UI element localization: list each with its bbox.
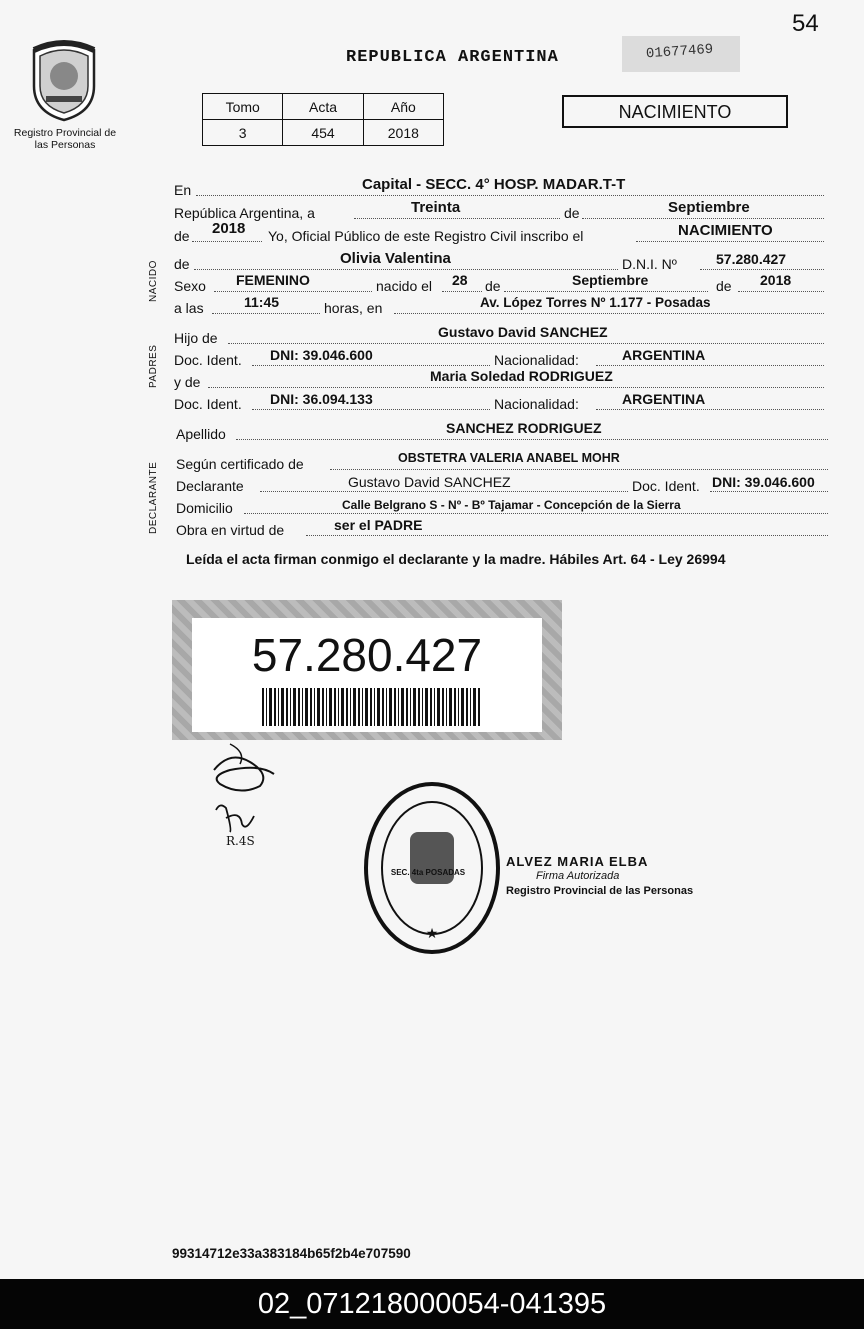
act-type-value: NACIMIENTO (678, 222, 773, 239)
birth-place-value: Av. López Torres Nº 1.177 - Posadas (480, 295, 711, 310)
record-table-cell: 2018 (363, 120, 443, 146)
apellido-label: Apellido (176, 426, 226, 442)
stamp-official-role: Firma Autorizada (536, 870, 620, 882)
birth-month-value: Septiembre (572, 272, 649, 288)
svg-text:★: ★ (425, 925, 439, 941)
birth-year-value: 2018 (760, 272, 792, 288)
side-label-declarante: DECLARANTE (148, 461, 159, 534)
record-table-header-cell: Acta (283, 94, 363, 120)
sexo-label: Sexo (174, 278, 206, 294)
child-name-value: Olivia Valentina (340, 250, 451, 267)
father-doc-value: DNI: 39.046.600 (270, 347, 373, 363)
stamp-center-text: SEC. 4ta POSADAS (390, 868, 466, 877)
dni-sticker (172, 600, 562, 740)
domicilio-label: Domicilio (176, 500, 233, 516)
provincial-coat-of-arms-logo (26, 36, 102, 122)
mother-doc-value: DNI: 36.094.133 (270, 391, 373, 407)
record-table-header-cell: Año (363, 94, 443, 120)
de-label: de (174, 256, 190, 272)
de-label: de (485, 278, 501, 294)
hijo-label: Hijo de (174, 330, 218, 346)
record-table-cell: 3 (203, 120, 283, 146)
day-words-value: Treinta (411, 199, 461, 216)
signature-note: R.4S (226, 834, 255, 848)
side-label-nacido: NACIDO (148, 260, 159, 302)
document-hash: 99314712e33a383184b65f2b4e707590 (172, 1246, 411, 1261)
record-table-header-cell: Tomo (203, 94, 283, 120)
footer-code: 02_071218000054-041395 (0, 1279, 864, 1329)
registry-name: Registro Provincial de las Personas (13, 127, 117, 151)
father-nationality-value: ARGENTINA (622, 347, 706, 363)
doc-label: Doc. Ident. (174, 396, 242, 412)
nacido-label: nacido el (376, 278, 433, 294)
child-dni-value: 57.280.427 (716, 251, 787, 267)
yde-label: y de (174, 374, 201, 390)
obra-label: Obra en virtud de (176, 522, 285, 538)
serial-number: 01677469 (645, 41, 714, 63)
officer-text: Yo, Oficial Público de este Registro Civil inscribo el (268, 228, 584, 244)
month-value: Septiembre (668, 199, 750, 216)
declarante-label: Declarante (176, 478, 244, 494)
doc-label: Doc. Ident. (174, 352, 242, 368)
statement-text: Leída el acta firman conmigo el declarante y la madre. Hábiles Art. 64 - Ley 26994 (186, 551, 726, 567)
certificate-value: OBSTETRA VALERIA ANABEL MOHR (398, 451, 620, 465)
mother-name-value: Maria Soledad RODRIGUEZ (430, 368, 613, 384)
nacionalidad-label: Nacionalidad: (494, 352, 579, 368)
father-name-value: Gustavo David SANCHEZ (438, 324, 608, 340)
barcode (262, 688, 482, 726)
stamp-official-name: ALVEZ MARIA ELBA (506, 854, 649, 869)
de-label: de (564, 205, 580, 221)
record-table-cell: 454 (283, 120, 363, 146)
cert-label: Según certificado de (176, 456, 304, 472)
stamp-official-block (506, 854, 693, 899)
horas-label: horas, en (324, 300, 383, 316)
declarante-doc-value: DNI: 39.046.600 (712, 474, 815, 490)
obra-value: ser el PADRE (334, 517, 423, 533)
page-number: 54 (792, 10, 819, 37)
document-title: REPUBLICA ARGENTINA (346, 48, 559, 67)
year-value: 2018 (212, 220, 246, 237)
record-table (202, 93, 444, 146)
alas-label: a las (174, 300, 204, 316)
decl-doc-label: Doc. Ident. (632, 478, 700, 494)
de-label: de (174, 228, 190, 244)
mother-nationality-value: ARGENTINA (622, 391, 706, 407)
record-table-row (203, 120, 444, 146)
dni-label: D.N.I. Nº (622, 256, 677, 272)
place-value: Capital - SECC. 4° HOSP. MADAR.T-T (362, 176, 626, 193)
en-label: En (174, 182, 192, 198)
dni-sticker-panel (192, 618, 542, 732)
serial-number-box (622, 36, 740, 72)
birth-day-value: 28 (452, 272, 468, 288)
domicilio-value: Calle Belgrano S - Nº - Bº Tajamar - Concepción de la Sierra (342, 498, 681, 512)
de-label: de (716, 278, 732, 294)
dni-sticker-number: 57.280.427 (251, 629, 483, 681)
apellido-value: SANCHEZ RODRIGUEZ (446, 420, 602, 436)
side-label-padres: PADRES (148, 344, 159, 388)
nacionalidad-label: Nacionalidad: (494, 396, 579, 412)
record-table-header (203, 94, 444, 120)
republic-label: República Argentina, a (174, 205, 315, 221)
sexo-value: FEMENINO (236, 272, 310, 288)
stamp-official-org: Registro Provincial de las Personas (506, 885, 694, 897)
act-type-box: NACIMIENTO (562, 95, 788, 128)
time-value: 11:45 (244, 294, 280, 310)
declarante-value: Gustavo David SANCHEZ (348, 474, 511, 490)
